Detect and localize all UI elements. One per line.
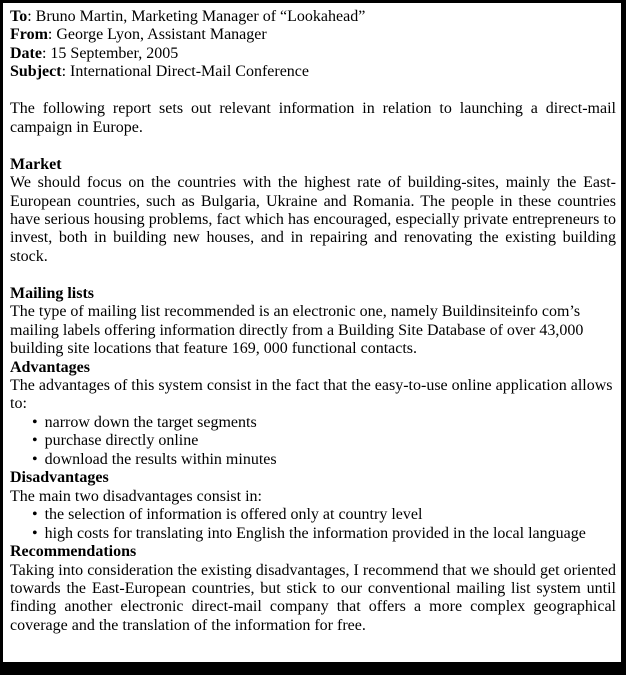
disadvantages-bullet-list	[10, 506, 616, 543]
section-disadvantages	[10, 469, 616, 543]
section-market-body: We should focus on the countries with the highest rate of building-sites, mainly the East-European countries, such as Bulgaria, Ukraine and Romania. The people in these countries have serious housing problems, fact which has encouraged, especially private entrepreneurs to invest, both in building new houses, and in repairing and renovating the existing building stock.	[10, 174, 616, 265]
bullet-text: purchase directly online	[44, 432, 199, 450]
section-mailing-lists-heading: Mailing lists	[10, 284, 95, 302]
section-recommendations-heading: Recommendations	[10, 543, 137, 561]
memo-date-line	[10, 45, 616, 63]
bullet-text: the selection of information is offered only at country level	[44, 506, 423, 524]
bullet-icon: •	[32, 432, 38, 450]
memo-date-label: Date	[10, 44, 42, 62]
memo-to-label: To	[10, 8, 28, 25]
section-disadvantages-body: The main two disadvantages consist in:	[10, 487, 262, 505]
bullet-icon: •	[32, 450, 38, 468]
bullet-text: download the results within minutes	[44, 450, 277, 468]
section-recommendations-body: Taking into consideration the existing disadvantages, I recommend that we should get oriented towards the East-European countries, but stick to our conventional mailing list system until finding another electronic direct-mail company that offers a more complex geographical coverage and the translation of the information for free.	[10, 561, 616, 634]
section-mailing-lists-body: The type of mailing list recommended is an electronic one, namely Buildinsiteinfo com’s mailing labels offering information directly from a Building Site Database of over 43,000 building site locations that feature 169, 000 functional contacts.	[10, 303, 584, 358]
section-market	[10, 156, 616, 267]
list-item	[32, 451, 616, 469]
memo-to-line	[10, 8, 616, 26]
memo-header	[10, 8, 616, 82]
section-recommendations	[10, 543, 616, 635]
section-advantages-heading: Advantages	[10, 358, 91, 376]
advantages-bullet-list	[10, 414, 616, 469]
section-mailing-lists	[10, 285, 616, 359]
bullet-text: high costs for translating into English the information provided in the local language	[44, 524, 586, 542]
bullet-icon: •	[32, 413, 38, 431]
list-item	[32, 414, 616, 432]
memo-subject-label: Subject	[10, 63, 62, 81]
memo-from-value: : George Lyon, Assistant Manager	[47, 26, 267, 44]
memo-to-value: : Bruno Martin, Marketing Manager of “Lookahead”	[27, 8, 366, 25]
list-item	[32, 506, 616, 524]
bullet-icon: •	[32, 506, 38, 524]
memo-from-line	[10, 26, 616, 44]
section-disadvantages-heading: Disadvantages	[10, 469, 109, 487]
section-advantages-body: The advantages of this system consist in the fact that the easy-to-use online application allows to:	[10, 377, 613, 413]
list-item	[32, 432, 616, 450]
memo-subject-value: : International Direct-Mail Conference	[61, 63, 310, 81]
bullet-text: narrow down the target segments	[44, 413, 257, 431]
intro-paragraph: The following report sets out relevant information in relation to launching a direct-mail campaign in Europe.	[10, 100, 616, 136]
memo-subject-line	[10, 63, 616, 81]
list-item	[32, 525, 616, 543]
memo-date-value: : 15 September, 2005	[41, 44, 179, 62]
memo-from-label: From	[10, 26, 48, 44]
section-advantages	[10, 359, 616, 470]
bullet-icon: •	[32, 524, 38, 542]
section-market-heading: Market	[10, 155, 62, 173]
